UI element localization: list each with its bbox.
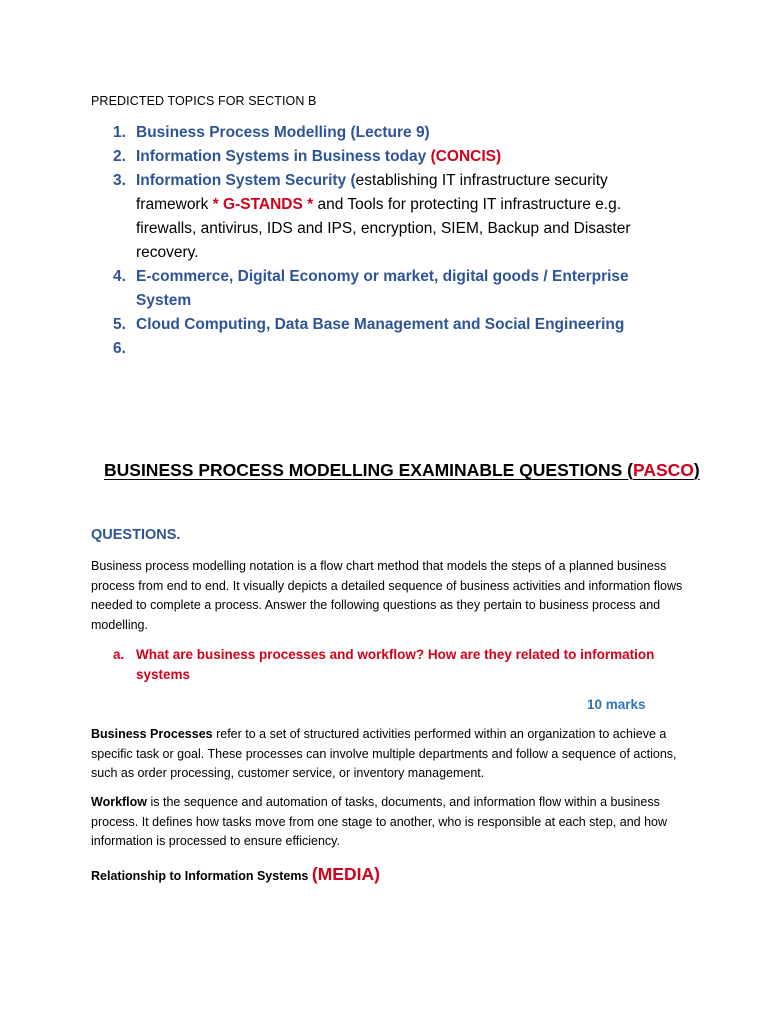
topic-number: 3. bbox=[113, 172, 126, 189]
business-processes-paragraph bbox=[91, 725, 691, 784]
business-processes-text: refer to a set of structured activities performed within an organization to achieve a specific task or goal. These processes can involve multiple departments and follow a sequence of actions, such as order processing, customer service, or inventory management. bbox=[91, 727, 677, 780]
topic-number: 1. bbox=[113, 124, 126, 141]
topic-detail: establishing IT infrastructure security framework bbox=[136, 172, 608, 213]
topic-number: 5. bbox=[113, 316, 126, 333]
topic-item-4 bbox=[113, 265, 673, 313]
topic-item-3 bbox=[113, 169, 673, 265]
topic-open-paren: ( bbox=[350, 172, 356, 189]
relationship-label: Relationship to Information Systems bbox=[91, 869, 309, 883]
relationship-accent: (MEDIA) bbox=[311, 864, 380, 884]
section-title bbox=[104, 460, 700, 481]
marks-label: 10 marks bbox=[587, 697, 646, 712]
workflow-text: is the sequence and automation of tasks, documents, and information flow within a business process. It defines how tasks move from one stage to another, who is responsible at each step, and how information is processed to ensure efficiency. bbox=[91, 795, 668, 848]
relationship-heading bbox=[91, 864, 380, 885]
topic-item-2 bbox=[113, 145, 673, 169]
topic-title: E-commerce, Digital Economy or market, digital goods / Enterprise System bbox=[136, 268, 629, 309]
topic-title: Cloud Computing, Data Base Management and Social Engineering bbox=[136, 316, 625, 333]
topic-item-1 bbox=[113, 121, 673, 145]
topic-list bbox=[113, 121, 673, 361]
workflow-term: Workflow bbox=[91, 795, 148, 809]
section-title-accent: PASCO bbox=[632, 460, 694, 480]
intro-paragraph: Business process modelling notation is a flow chart method that models the steps of a planned business process from end to end. It visually depicts a detailed sequence of business activities and information flows needed to complete a process. Answer the following questions as they pertain to business process and modelling. bbox=[91, 559, 683, 632]
topic-tag: (CONCIS) bbox=[430, 148, 502, 165]
section-title-close: ) bbox=[693, 460, 700, 480]
topic-tag: * G-STANDS * bbox=[212, 196, 314, 213]
topic-title: Information System Security bbox=[136, 172, 347, 189]
topic-title: Business Process Modelling (Lecture 9) bbox=[136, 124, 430, 141]
topic-title bbox=[136, 340, 140, 357]
business-processes-term: Business Processes bbox=[91, 727, 213, 741]
topic-title: Information Systems in Business today bbox=[136, 148, 427, 165]
question-letter: a. bbox=[113, 647, 125, 662]
question-a bbox=[113, 645, 673, 685]
topic-item-5 bbox=[113, 313, 673, 337]
section-title-main: BUSINESS PROCESS MODELLING EXAMINABLE QUESTIONS ( bbox=[104, 460, 633, 480]
topic-number: 2. bbox=[113, 148, 126, 165]
workflow-paragraph bbox=[91, 793, 691, 852]
predicted-topics-heading: PREDICTED TOPICS FOR SECTION B bbox=[91, 94, 317, 108]
topic-number: 4. bbox=[113, 268, 126, 285]
topic-number: 6. bbox=[113, 340, 126, 357]
question-text: What are business processes and workflow? How are they related to information systems bbox=[136, 647, 655, 682]
questions-heading: QUESTIONS. bbox=[91, 527, 181, 543]
topic-detail: and Tools for protecting IT infrastructure e.g. firewalls, antivirus, IDS and IPS, encryption, SIEM, Backup and Disaster recovery. bbox=[136, 196, 631, 261]
topic-item-6 bbox=[113, 337, 673, 361]
